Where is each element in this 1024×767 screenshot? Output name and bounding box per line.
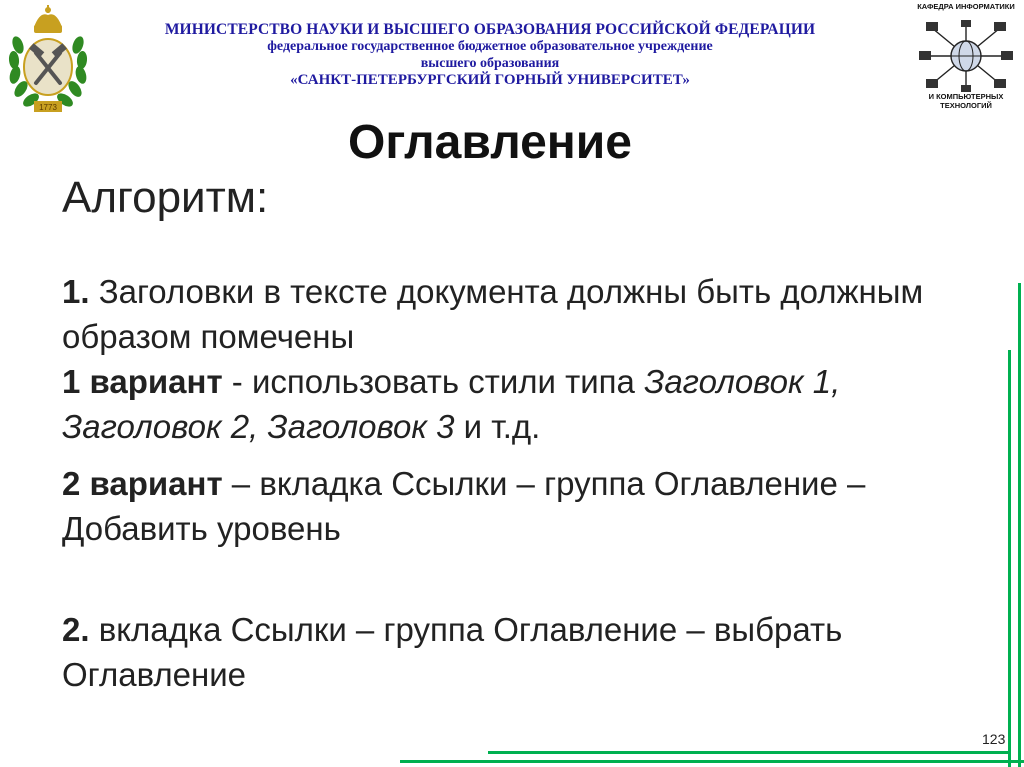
ministry-name: МИНИСТЕРСТВО НАУКИ И ВЫСШЕГО ОБРАЗОВАНИЯ РОССИЙСКОЙ ФЕДЕРАЦИИ — [164, 21, 816, 38]
variant-1-label: 1 вариант — [62, 363, 223, 400]
department-name-top: КАФЕДРА ИНФОРМАТИКИ — [917, 2, 1015, 11]
variant-2-label: 2 вариант — [62, 465, 223, 502]
institution-header — [120, 21, 860, 89]
department-name-bottom: И КОМПЬЮТЕРНЫХ ТЕХНОЛОГИЙ — [928, 92, 1004, 110]
variant-2-text: – вкладка Ссылки – группа Оглавление – Добавить уровень — [62, 465, 866, 547]
department-logo — [912, 2, 1020, 120]
slide-title: Оглавление — [348, 116, 632, 169]
algorithm-heading: Алгоритм: — [62, 173, 269, 222]
step-2-text: вкладка Ссылки – группа Оглавление – выбрать Оглавление — [62, 611, 843, 693]
variant-1 — [62, 359, 962, 449]
frame-line-right-outer — [1018, 283, 1021, 767]
emblem-year: 1773 — [39, 103, 57, 112]
network-globe-icon — [918, 20, 1014, 92]
education-level: высшего образования — [420, 56, 560, 71]
step-1 — [62, 269, 962, 359]
step-1-number: 1. — [62, 273, 90, 310]
step-2 — [62, 607, 962, 697]
page-number: 123 — [982, 731, 1006, 747]
frame-line-bottom-outer — [400, 760, 1024, 763]
variant-2 — [62, 461, 962, 551]
step-2-number: 2. — [62, 611, 90, 648]
frame-line-right-inner — [1008, 350, 1011, 767]
variant-1-text: - использовать стили типа — [222, 363, 645, 400]
step-1-text: Заголовки в тексте документа должны быть должным образом помечены — [62, 273, 924, 355]
institution-type: федеральное государственное бюджетное образовательное учреждение — [267, 39, 713, 54]
slide-body — [62, 170, 962, 697]
university-emblem-icon — [4, 5, 92, 117]
university-name: «САНКТ-ПЕТЕРБУРГСКИЙ ГОРНЫЙ УНИВЕРСИТЕТ» — [290, 72, 690, 88]
variant-1-tail: и т.д. — [454, 408, 541, 445]
variant-1-styles: Заголовок 1, Заголовок 2, Заголовок 3 — [62, 363, 841, 445]
frame-line-bottom-inner — [488, 751, 1011, 754]
